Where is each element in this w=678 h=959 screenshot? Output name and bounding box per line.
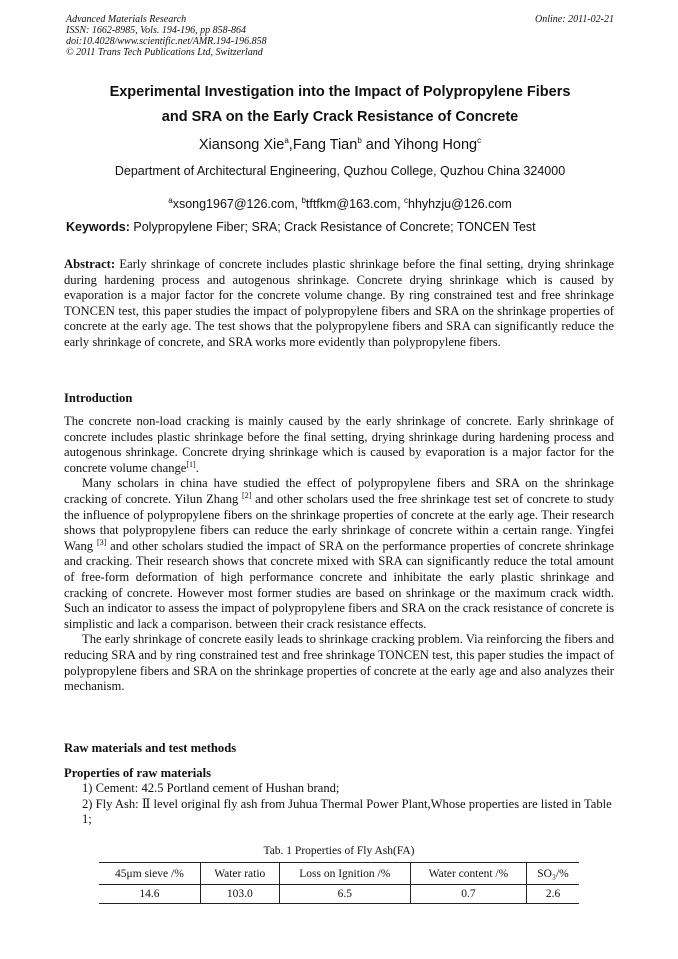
keywords-label: Keywords: [66,220,130,234]
table-cell: 0.7 [410,885,526,904]
email-address: tftfkm@163.com, [305,197,405,211]
intro-p1-end: . [195,460,199,475]
journal-header [66,14,267,58]
author-mark: c [477,136,482,146]
intro-p2-text: and other scholars studied the impact of SRA on the performance properties of concrete shrinkage and cracking. Their research shows that concrete mixed with SRA can significantly reduce the total amount of free-form deformation of high performance concrete and inhibitate the early plastic shrinkage and cracking of concrete. However most former studies are based on shrinkage or the maximum crack width. Such an indicator to assess the impact of polypropylene fibers and SRA on the crack resistance of concrete is simplistic and lack a comparison. between their crack resistance effects. [64,538,614,631]
table-cell: 2.6 [527,885,580,904]
abstract-label: Abstract: [64,257,116,271]
journal-name: Advanced Materials Research [66,14,187,25]
table-cell: 103.0 [200,885,279,904]
intro-paragraph-3: The early shrinkage of concrete easily leads to shrinkage cracking problem. Via reinforcing the fibers and reducing SRA and by ring constrained test and free shrinkage TONCEN test, this paper studies the impact of polypropylene fibers and SRA on the shrinkage properties of concrete at the early age and also analyzes their mechanism. [64,632,614,694]
author-mark: b [357,136,362,146]
doi-line: doi:10.4028/www.scientific.net/AMR.194-196.858 [66,36,267,47]
table-header-cell: Loss on Ignition /% [279,863,410,885]
email-mark: b [301,195,306,205]
introduction-heading: Introduction [64,391,133,405]
materials-list [64,781,616,828]
author-name: Fang Tian [292,137,358,153]
citation: [3] [96,537,107,547]
table-header-cell: SO₃/% [527,863,580,885]
author-list [66,137,614,153]
table-header-cell: Water ratio [200,863,279,885]
citation: [2] [242,490,252,500]
keywords [66,220,536,234]
intro-paragraph-2 [64,476,614,632]
intro-paragraph-1 [64,414,614,476]
email-address: hhyhzju@126.com [408,197,512,211]
raw-materials-subheading: Properties of raw materials [64,766,211,780]
author-emails [66,183,614,211]
introduction-body [64,414,614,695]
table-caption: Tab. 1 Properties of Fly Ash(FA) [263,845,415,857]
abstract-text: Early shrinkage of concrete includes plastic shrinkage before the final setting, drying shrinkage during hardening process and autogenous shrinkage. Concrete drying shrinkage which is caused by evaporation is a major factor for the concrete volume change. By ring constrained test and free shrinkage TONCEN test, this paper studies the impact of polypropylene fibers and SRA on the shrinkage properties of concrete at the early age. The test shows that the polypropylene fibers and SRA can significantly reduce the early shrinkage of concrete, and SRA works more evidently than polypropylene fibers. [64,257,614,349]
table-cell: 6.5 [279,885,410,904]
issn-line: ISSN: 1662-8985, Vols. 194-196, pp 858-864 [66,25,246,36]
affiliation: Department of Architectural Engineering, Quzhou College, Quzhou China 324000 [114,164,566,178]
email-mark: c [404,195,409,205]
copyright-line: © 2011 Trans Tech Publications Ltd, Switzerland [66,47,263,58]
table-header-cell: Water content /% [410,863,526,885]
methods-heading: Raw materials and test methods [64,741,237,755]
title-line-2: and SRA on the Early Crack Resistance of Concrete [161,109,519,125]
intro-p1-text: The concrete non-load cracking is mainly caused by the early shrinkage of concrete. Early shrinkage of concrete includes plastic shrinkage before the final setting, drying shrinkage during hardening process and autogenous shrinkage. Concrete drying shrinkage which is caused by evaporation is a major factor for the concrete volume change [64,414,614,475]
author-separator: and [361,137,394,153]
author-separator: , [288,137,293,153]
author-name: Xiansong Xie [198,137,285,153]
fly-ash-table [99,862,579,904]
paper-title [66,80,614,130]
email-mark: a [168,195,173,205]
list-item: 2) Fly Ash: Ⅱ level original fly ash from Juhua Thermal Power Plant,Whose properties are listed in Table 1; [82,796,612,827]
table-header-row [99,863,579,885]
title-line-1: Experimental Investigation into the Impact of Polypropylene Fibers [109,84,571,100]
table-header-cell: 45μm sieve /% [99,863,200,885]
intro-p2-text: and other scholars used the free shrinkage test set of concrete to study the influence of polypropylene fibers on the shrinkage properties of concrete at the early age. Their research shows that polypropylene fibers can reduce the early shrinkage of concrete within a certain range. Yingfei Wang [64,491,614,553]
table-row [99,885,579,904]
table-cell: 14.6 [99,885,200,904]
keywords-text: Polypropylene Fiber; SRA; Crack Resistance of Concrete; TONCEN Test [129,220,536,234]
author-name: Yihong Hong [393,137,478,153]
abstract [64,257,614,351]
citation: [1] [186,459,196,469]
email-address: xsong1967@126.com, [172,197,302,211]
list-item: 1) Cement: 42.5 Portland cement of Hushan brand; [82,781,340,795]
intro-p2-text: Many scholars in china have studied the effect of polypropylene fibers and SRA on the shrinkage cracking of concrete. Yilun Zhang [64,476,614,506]
author-mark: a [284,136,289,146]
online-date: Online: 2011-02-21 [535,14,614,25]
